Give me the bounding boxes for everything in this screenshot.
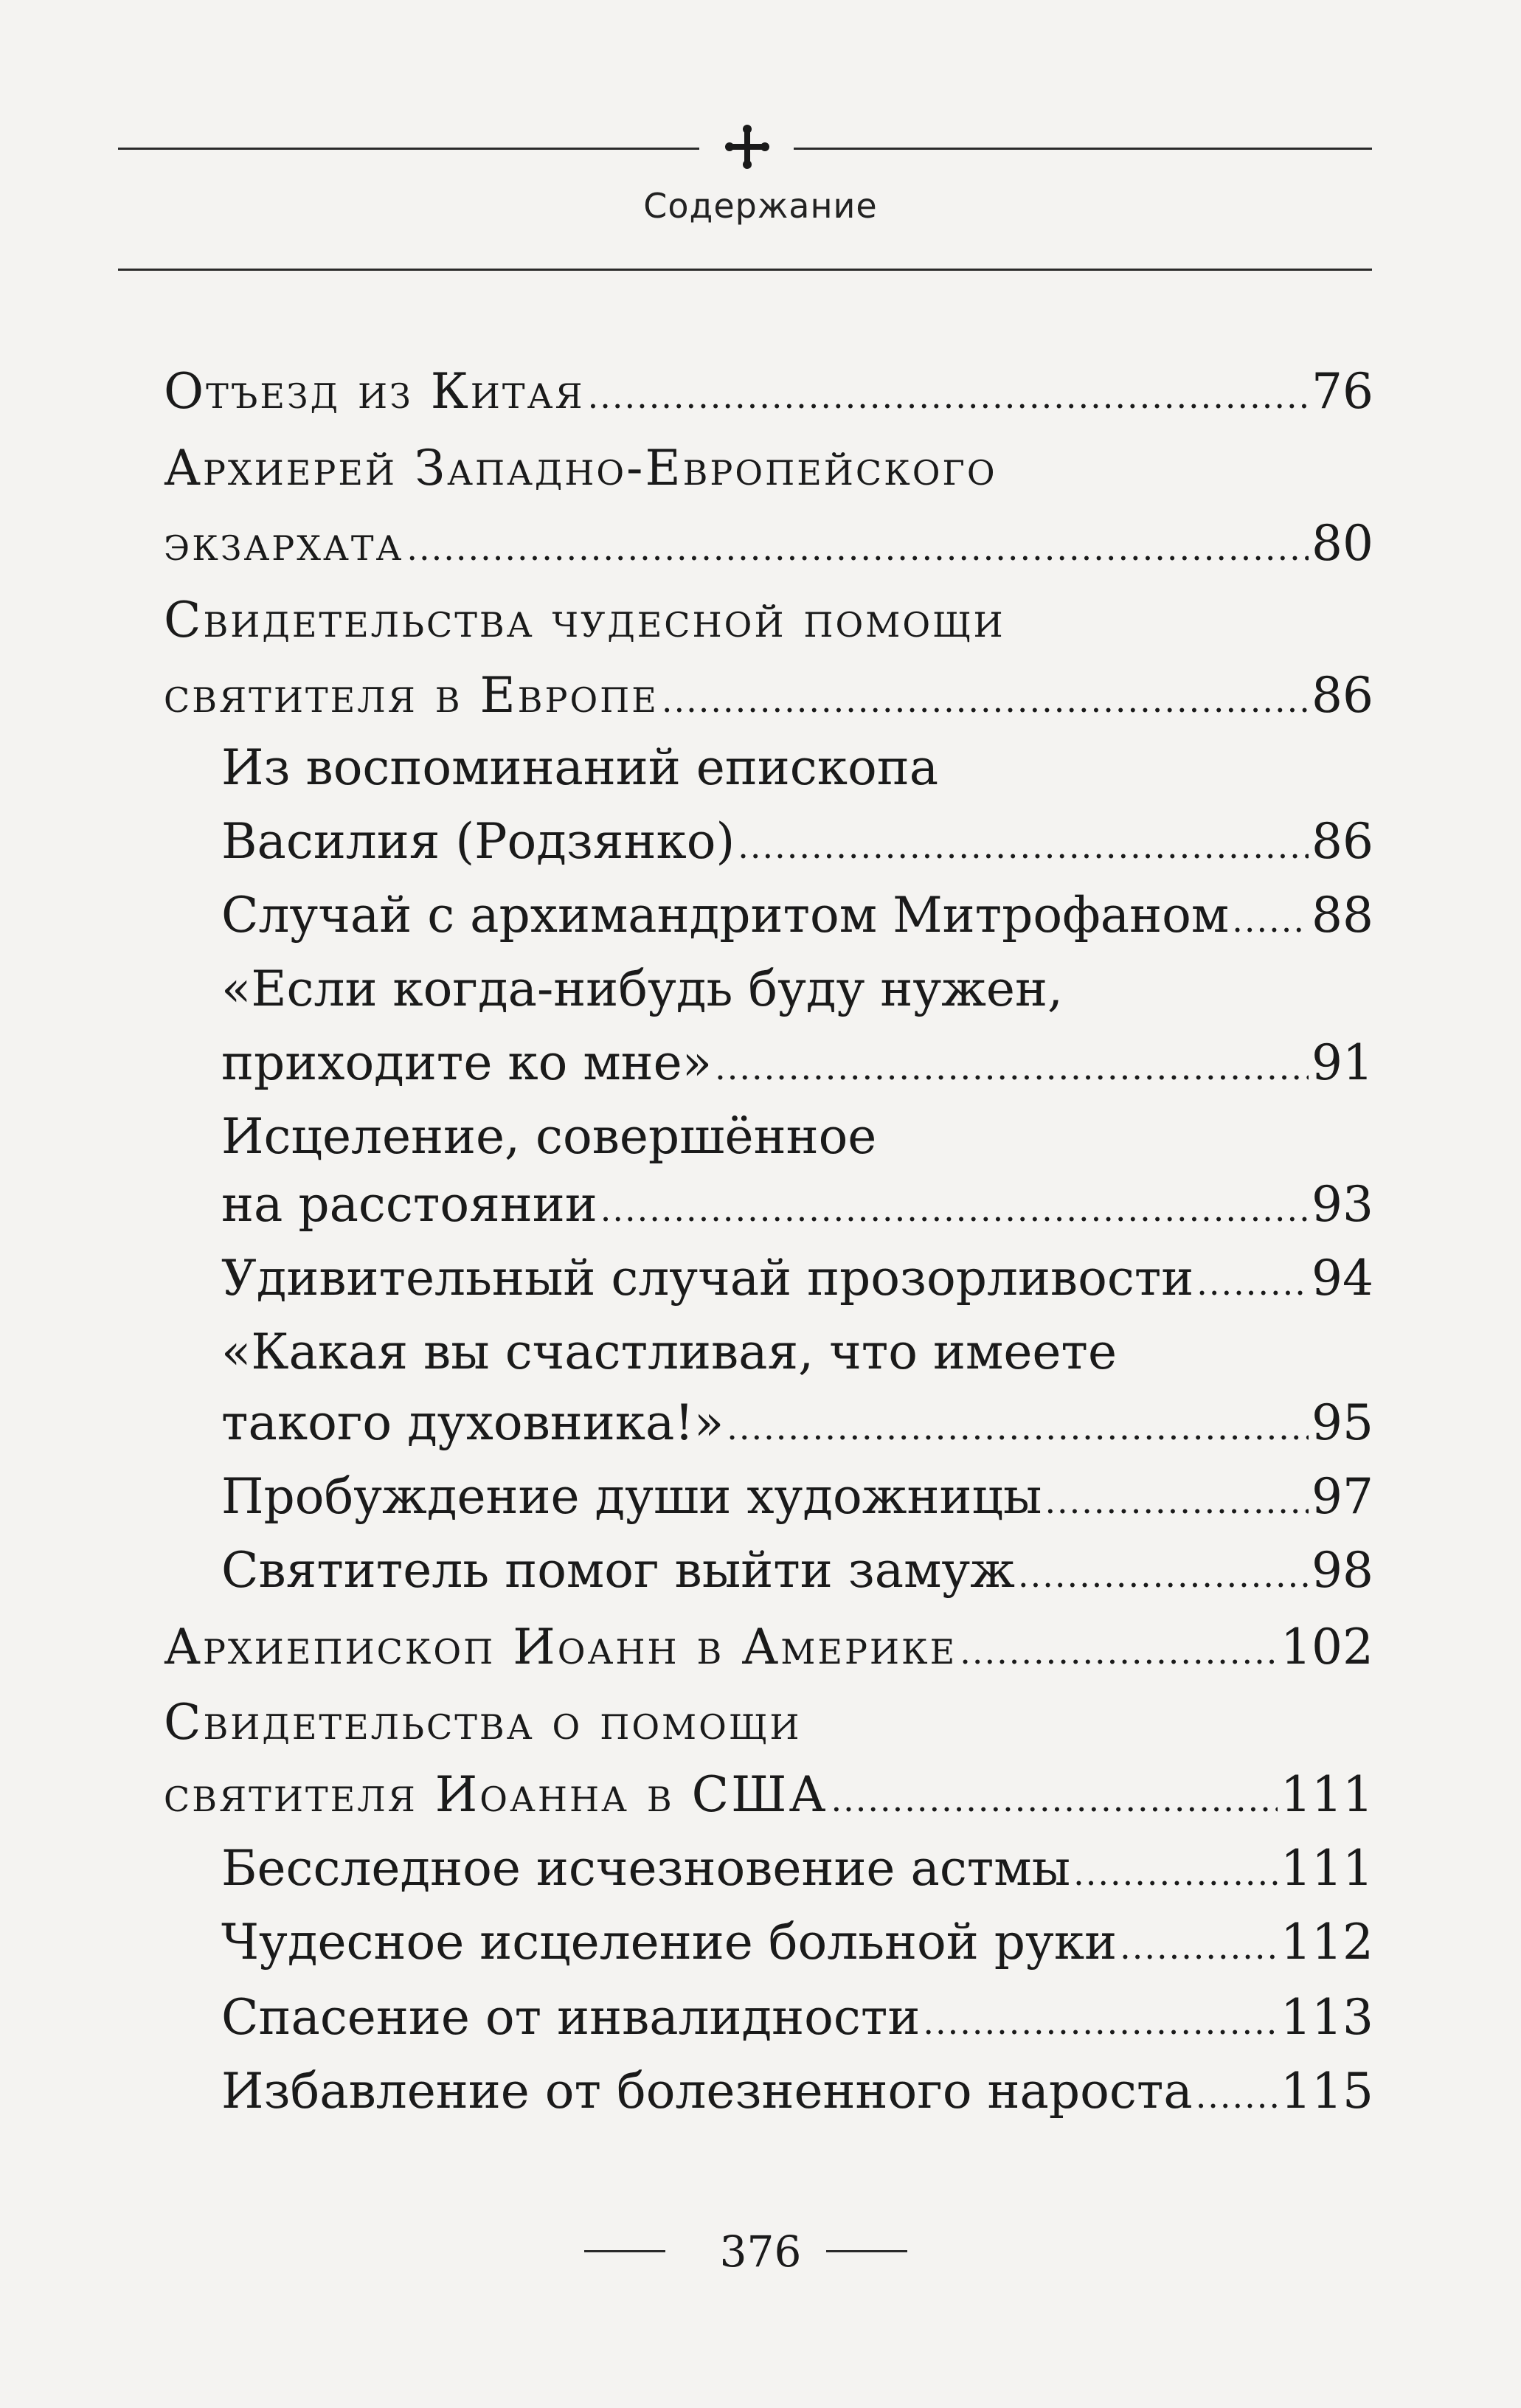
toc-entry-page: 76 <box>1312 363 1373 420</box>
toc-leader <box>831 1782 1278 1816</box>
toc-entry-title-line: «Если когда-нибудь буду нужен, <box>221 961 1063 1017</box>
toc-entry-title: Избавление от болезненного нароста <box>221 2063 1193 2120</box>
toc-entry <box>221 1989 1373 2046</box>
toc-leader <box>600 1192 1309 1226</box>
toc-entry <box>221 1176 1373 1233</box>
toc-entry-page: 91 <box>1312 1034 1373 1091</box>
toc-leader <box>960 1635 1278 1669</box>
toc-entry <box>221 1914 1373 1971</box>
toc-leader <box>1073 1856 1278 1890</box>
toc-entry-page: 95 <box>1312 1394 1373 1451</box>
toc-entry <box>221 813 1373 870</box>
toc-leader <box>1044 1484 1309 1518</box>
toc-entry <box>164 1619 1373 1675</box>
toc-entry <box>164 667 1373 724</box>
toc-entry <box>164 1766 1373 1823</box>
toc-entry-page: 113 <box>1281 1989 1373 2046</box>
toc-entry <box>221 1468 1373 1525</box>
running-head: Содержание <box>643 186 878 226</box>
header-rule-bottom <box>118 269 1372 271</box>
toc-leader <box>923 2005 1278 2039</box>
toc-entry <box>221 1542 1373 1599</box>
toc-leader <box>1196 1266 1309 1300</box>
toc-entry-page: 88 <box>1312 887 1373 944</box>
toc-entry-title: Отъезд из Китая <box>164 363 585 420</box>
toc-entry <box>221 1394 1373 1451</box>
toc-leader <box>588 379 1309 413</box>
toc-entry-title: Чудесное исцеление больной руки <box>221 1914 1118 1971</box>
toc-entry-title: экзархата <box>164 515 404 572</box>
toc-entry-page: 112 <box>1281 1914 1373 1971</box>
toc-leader <box>1196 2079 1278 2113</box>
toc-entry-title: святителя Иоанна в США <box>164 1766 828 1823</box>
toc-entry-page: 98 <box>1312 1542 1373 1599</box>
toc-entry <box>221 2063 1373 2120</box>
toc-entry-title: Бесследное исчезновение астмы <box>221 1840 1071 1897</box>
toc-entry-page: 97 <box>1312 1468 1373 1525</box>
toc-leader <box>727 1411 1309 1445</box>
toc-entry-title: Удивительный случай прозорливости <box>221 1250 1194 1307</box>
toc-entry-page: 111 <box>1281 1840 1373 1897</box>
page-number: 376 <box>719 2227 802 2277</box>
toc-entry-title-line: Свидетельства чудесной помощи <box>164 592 1005 648</box>
toc-leader <box>662 683 1309 717</box>
toc-entry <box>221 1034 1373 1091</box>
toc-entry-title: приходите ко мне» <box>221 1034 713 1091</box>
folio-dash-right <box>826 2250 907 2252</box>
toc-entry-title: Пробуждение души художницы <box>221 1468 1042 1525</box>
toc-entry-title: Спасение от инвалидности <box>221 1989 921 2046</box>
toc-entry-page: 94 <box>1312 1250 1373 1307</box>
toc-entry-page: 102 <box>1281 1619 1373 1675</box>
toc-entry <box>221 887 1373 944</box>
toc-leader <box>1120 1930 1278 1964</box>
toc-leader <box>738 829 1309 863</box>
toc-entry-page: 115 <box>1281 2063 1373 2120</box>
toc-leader <box>715 1051 1309 1084</box>
toc-entry-title: святителя в Европе <box>164 667 659 724</box>
toc-entry-title: на расстоянии <box>221 1176 597 1233</box>
toc-entry-page: 86 <box>1312 813 1373 870</box>
toc-entry-title: такого духовника!» <box>221 1394 724 1451</box>
header-rule-right <box>794 148 1372 150</box>
toc-entry-page: 86 <box>1312 667 1373 724</box>
toc-entry-page: 80 <box>1312 515 1373 572</box>
toc-leader <box>406 531 1309 565</box>
toc-entry-page: 111 <box>1281 1766 1373 1823</box>
toc-entry-page: 93 <box>1312 1176 1373 1233</box>
toc-entry-title: Василия (Родзянко) <box>221 813 735 870</box>
toc-entry-title: Случай с архимандритом Митрофаном <box>221 887 1230 944</box>
toc-entry-title-line: Свидетельства о помощи <box>164 1694 802 1751</box>
header-rule-left <box>118 148 699 150</box>
toc-entry-title-line: Из воспоминаний епископа <box>221 739 939 796</box>
toc-entry-title: Архиепископ Иоанн в Америке <box>164 1619 957 1675</box>
toc-entry <box>221 1840 1373 1897</box>
toc-entry-title-line: Архиерей Западно-Европейского <box>164 440 997 497</box>
toc-entry <box>221 1250 1373 1307</box>
toc-leader <box>1018 1558 1309 1592</box>
toc-entry <box>164 515 1373 572</box>
toc-entry-title-line: Исцеление, совершённое <box>221 1108 877 1165</box>
toc-entry-title: Святитель помог выйти замуж <box>221 1542 1015 1599</box>
cross-ornament-icon <box>724 124 770 170</box>
toc-leader <box>1232 903 1309 937</box>
toc-entry <box>164 363 1373 420</box>
toc-entry-title-line: «Какая вы счастливая, что имеете <box>221 1324 1118 1380</box>
